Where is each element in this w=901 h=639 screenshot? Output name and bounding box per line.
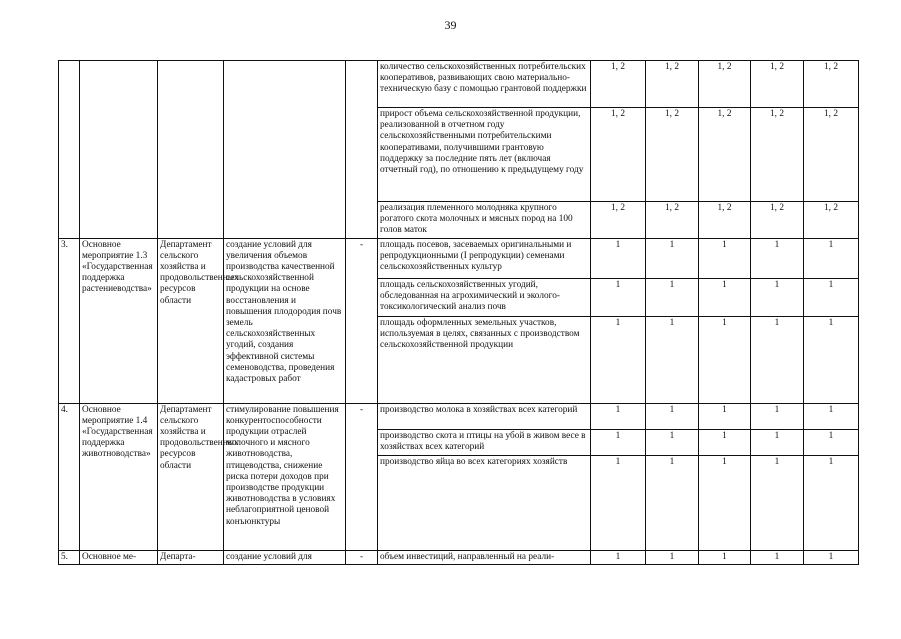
indicator-value: 1: [699, 278, 751, 316]
measure-name: Основное ме-: [80, 550, 158, 564]
indicator-value: 1: [646, 455, 699, 550]
indicator-value: 1: [646, 278, 699, 316]
indicator-value: 1, 2: [646, 108, 699, 202]
indicator-value: 1, 2: [699, 202, 751, 239]
indicator-value: 1, 2: [804, 61, 859, 108]
indicator-value: 1: [804, 278, 859, 316]
row-number: 5.: [59, 550, 80, 564]
indicator-value: 1: [699, 550, 751, 564]
indicator-value: 1: [646, 403, 699, 429]
indicator-text: производство скота и птицы на убой в живом весе в хозяйствах всех категорий: [378, 429, 591, 455]
responsible-department: Департа-: [158, 550, 224, 564]
indicator-value: 1: [591, 455, 646, 550]
indicator-value: 1, 2: [751, 61, 804, 108]
indicator-value: 1: [699, 429, 751, 455]
link-dash: -: [346, 550, 378, 564]
indicator-text: площадь оформленных земельных участков, используемая в целях, связанных с производством сельскохозяйственной продукции: [378, 316, 591, 403]
indicator-text: площадь посевов, засеваемых оригинальными и репродукционными (I репродукции) семенами сельскохозяйственных культур: [378, 238, 591, 278]
indicator-value: 1, 2: [591, 202, 646, 239]
indicator-value: 1: [804, 429, 859, 455]
indicator-value: 1, 2: [591, 108, 646, 202]
indicator-value: 1: [646, 316, 699, 403]
measure-goal: стимулирование повышения конкурентоспособности продукции отраслей молочного и мясного животноводства, птицеводства, снижение риска потери доходов при производстве продукции животноводства в условиях неблагоприятной ценовой конъюнктуры: [224, 403, 346, 550]
measure-goal: создание условий для: [224, 550, 346, 564]
indicator-text: прирост объема сельскохозяйственной продукции, реализованной в отчетном году сельскохозяйственными потребительскими кооперативами, получившими грантовую поддержку за последние пять лет (включая отчетный год), по отношению к предыдущему году: [378, 108, 591, 202]
link-dash: -: [346, 403, 378, 550]
indicator-text: производство молока в хозяйствах всех категорий: [378, 403, 591, 429]
measure-name: Основное мероприятие 1.4 «Государственная поддержка животноводства»: [80, 403, 158, 550]
link-dash: [346, 61, 378, 239]
measure-goal: [224, 61, 346, 239]
indicator-value: 1, 2: [591, 61, 646, 108]
indicator-value: 1, 2: [804, 202, 859, 239]
page-number: 39: [444, 18, 457, 32]
responsible-department: [158, 61, 224, 239]
indicator-value: 1: [804, 316, 859, 403]
table-row: [59, 403, 859, 429]
indicator-value: 1: [699, 455, 751, 550]
indicator-value: 1: [804, 238, 859, 278]
indicator-text: объем инвестиций, направленный на реали-: [378, 550, 591, 564]
indicator-value: 1: [591, 403, 646, 429]
indicator-value: 1: [804, 455, 859, 550]
indicator-value: 1: [751, 278, 804, 316]
indicator-value: 1, 2: [804, 108, 859, 202]
table-row: [59, 550, 859, 564]
indicator-value: 1: [751, 455, 804, 550]
indicator-value: 1: [646, 238, 699, 278]
indicator-value: 1: [591, 278, 646, 316]
indicator-value: 1: [646, 550, 699, 564]
table-row: [59, 238, 859, 278]
indicator-value: 1: [699, 403, 751, 429]
indicator-value: 1: [699, 238, 751, 278]
indicator-value: 1, 2: [751, 108, 804, 202]
measure-name: Основное мероприятие 1.3 «Государственная поддержка растениеводства»: [80, 238, 158, 403]
responsible-department: Департамент сельского хозяйства и продовольственных ресурсов области: [158, 403, 224, 550]
indicator-value: 1: [804, 403, 859, 429]
indicator-text: производство яйца во всех категориях хозяйств: [378, 455, 591, 550]
indicator-value: 1, 2: [699, 61, 751, 108]
measures-table: [58, 60, 859, 565]
indicator-value: 1, 2: [646, 61, 699, 108]
indicator-text: количество сельскохозяйственных потребительских кооперативов, развивающих свою материально-техническую базу с помощью грантовой поддержки: [378, 61, 591, 108]
indicator-value: 1: [591, 429, 646, 455]
indicator-value: 1: [591, 550, 646, 564]
row-number: 4.: [59, 403, 80, 550]
indicator-value: 1: [751, 429, 804, 455]
indicator-value: 1: [751, 316, 804, 403]
table-row: [59, 61, 859, 108]
indicator-value: 1: [699, 316, 751, 403]
indicator-value: 1: [646, 429, 699, 455]
indicator-value: 1, 2: [751, 202, 804, 239]
indicator-value: 1, 2: [699, 108, 751, 202]
indicator-value: 1: [591, 238, 646, 278]
indicator-value: 1: [751, 238, 804, 278]
indicator-value: 1: [591, 316, 646, 403]
indicator-value: 1, 2: [646, 202, 699, 239]
indicator-value: 1: [804, 550, 859, 564]
indicator-text: реализация племенного молодняка крупного рогатого скота молочных и мясных пород на 100 голов маток: [378, 202, 591, 239]
indicator-text: площадь сельскохозяйственных угодий, обследованная на агрохимический и эколого-токсикологический анализ почв: [378, 278, 591, 316]
measure-name: [80, 61, 158, 239]
measure-goal: создание условий для увеличения объемов производства качественной сельскохозяйственной продукции на основе восстановления и повышения плодородия почв земель сельскохозяйственных угодий, создания эффективной системы семеноводства, проведения кадастровых работ: [224, 238, 346, 403]
link-dash: -: [346, 238, 378, 403]
indicator-value: 1: [751, 550, 804, 564]
row-number: 3.: [59, 238, 80, 403]
indicator-value: 1: [751, 403, 804, 429]
responsible-department: Департамент сельского хозяйства и продовольственных ресурсов области: [158, 238, 224, 403]
row-number: [59, 61, 80, 239]
